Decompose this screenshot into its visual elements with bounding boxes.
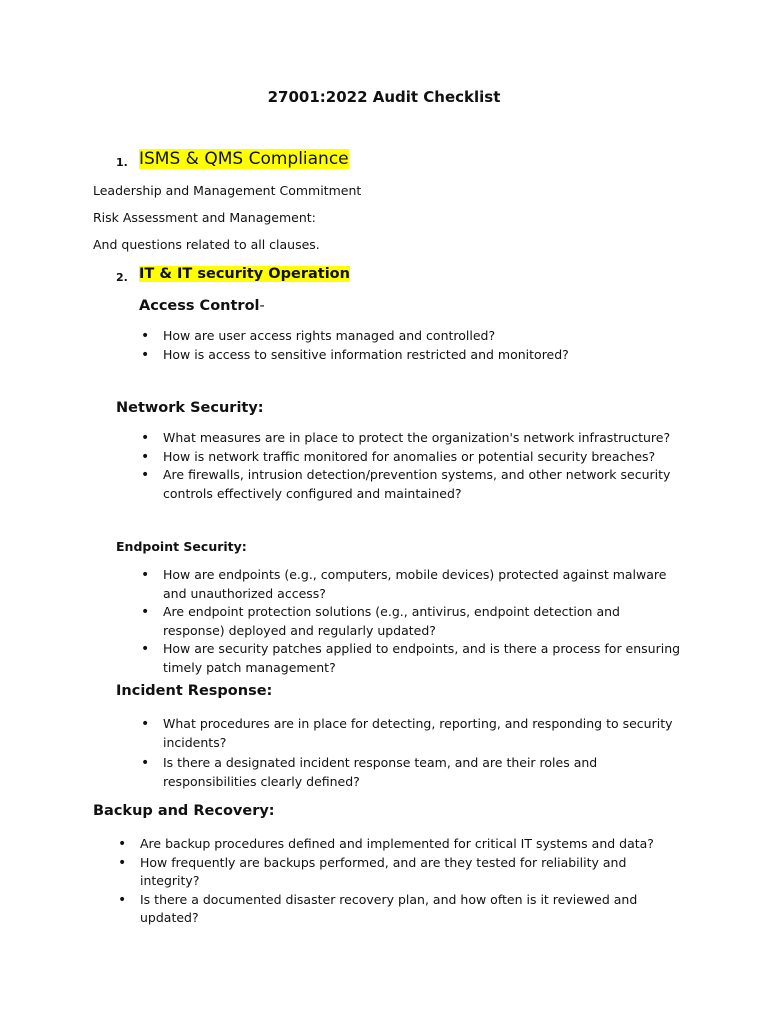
access-control-suffix: - <box>259 298 265 314</box>
list-item: • How are security patches applied to endpoints, and is there a process for ensuring timely patch management? <box>139 640 684 677</box>
endpoint-security-list <box>139 566 684 678</box>
list-item: • Is there a designated incident response team, and are their roles and responsibilities clearly defined? <box>139 754 684 791</box>
list-item: • Are endpoint protection solutions (e.g., antivirus, endpoint detection and response) deployed and regularly updated? <box>139 603 684 640</box>
backup-recovery-heading: Backup and Recovery: <box>93 803 275 819</box>
section-2-heading <box>139 266 350 282</box>
list-item: • How are user access rights managed and controlled? <box>139 327 659 346</box>
network-security-list <box>139 429 684 503</box>
list-item: • How frequently are backups performed, and are they tested for reliability and integrity? <box>116 854 661 891</box>
section-1-line-clauses: And questions related to all clauses. <box>93 237 320 252</box>
backup-recovery-list <box>116 835 661 928</box>
endpoint-security-heading: Endpoint Security: <box>116 539 247 554</box>
list-item: • Are backup procedures defined and implemented for critical IT systems and data? <box>116 835 661 854</box>
document-title: 27001:2022 Audit Checklist <box>267 88 501 106</box>
section-2-heading-text: IT & IT security Operation <box>139 266 350 282</box>
network-security-heading: Network Security: <box>116 400 264 416</box>
section-1-line-risk: Risk Assessment and Management: <box>93 210 316 225</box>
list-item: • How are endpoints (e.g., computers, mobile devices) protected against malware and unauthorized access? <box>139 566 684 603</box>
list-item: • What measures are in place to protect the organization's network infrastructure? <box>139 429 684 448</box>
access-control-list <box>139 327 659 364</box>
section-1-heading <box>139 149 349 169</box>
list-item: • How is access to sensitive information restricted and monitored? <box>139 346 659 365</box>
section-1-heading-text: ISMS & QMS Compliance <box>139 149 349 169</box>
incident-response-heading: Incident Response: <box>116 683 273 699</box>
section-1-line-leadership: Leadership and Management Commitment <box>93 183 362 198</box>
list-item: • Is there a documented disaster recovery plan, and how often is it reviewed and updated? <box>116 891 661 928</box>
list-item: • What procedures are in place for detecting, reporting, and responding to security incidents? <box>139 715 684 752</box>
section-1-number: 1. <box>116 156 128 169</box>
access-control-heading-text: Access Control <box>139 298 260 314</box>
incident-response-list <box>139 715 684 791</box>
access-control-heading <box>139 298 265 314</box>
list-item: • Are firewalls, intrusion detection/prevention systems, and other network security controls effectively configured and maintained? <box>139 466 684 503</box>
list-item: • How is network traffic monitored for anomalies or potential security breaches? <box>139 448 684 467</box>
section-2-number: 2. <box>116 271 128 284</box>
